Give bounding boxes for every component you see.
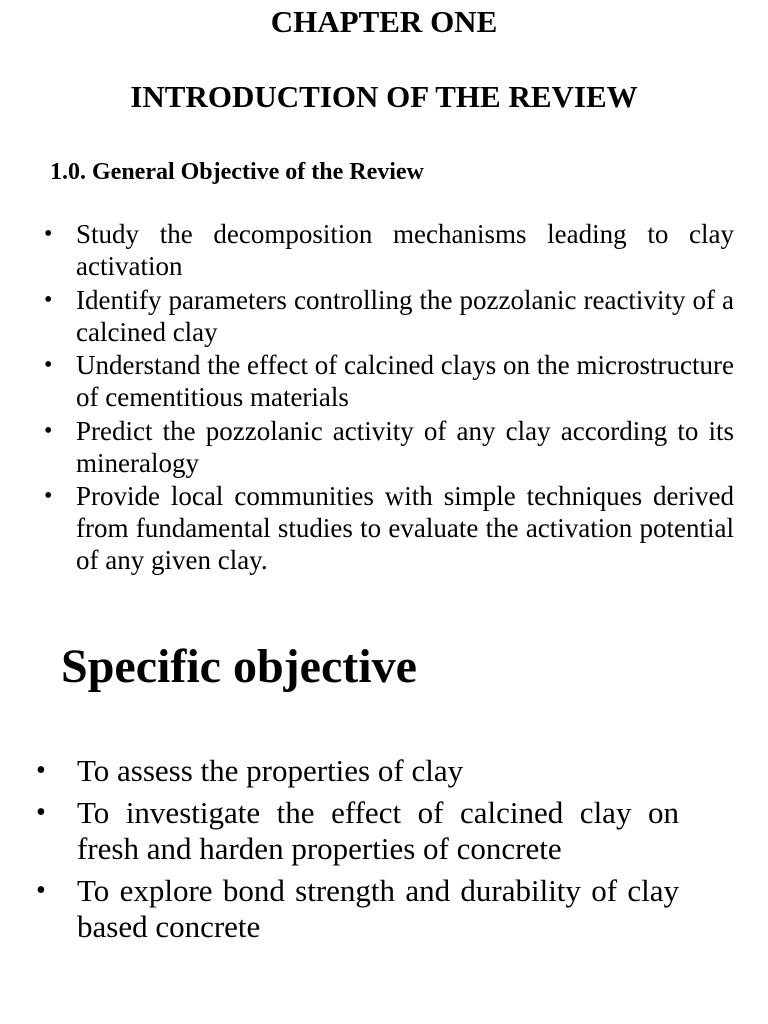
list-item xyxy=(0,795,679,867)
bullet-icon: • xyxy=(44,483,53,509)
specific-objective-heading: Specific objective xyxy=(61,640,417,693)
list-item-text: To assess the properties of clay xyxy=(77,753,464,788)
list-item-text: Understand the effect of calcined clays on the microstructure of cementitious materials xyxy=(76,350,734,412)
list-item xyxy=(0,415,734,479)
list-item xyxy=(0,284,734,348)
list-item-text: To explore bond strength and durability of clay based concrete xyxy=(77,873,679,944)
bullet-icon: • xyxy=(36,755,46,786)
list-item xyxy=(0,480,734,576)
list-item-text: Provide local communities with simple techniques derived from fundamental studies to evaluate the activation potential of any given clay. xyxy=(76,481,734,575)
list-item xyxy=(0,349,734,413)
bullet-icon: • xyxy=(44,352,53,378)
intro-title: INTRODUCTION OF THE REVIEW xyxy=(130,79,638,114)
bullet-icon: • xyxy=(36,797,46,828)
list-item xyxy=(0,753,679,789)
chapter-title: CHAPTER ONE xyxy=(270,4,498,39)
list-item-text: Identify parameters controlling the pozzolanic reactivity of a calcined clay xyxy=(76,284,734,347)
list-item-text: To investigate the effect of calcined clay on fresh and harden properties of concrete xyxy=(77,795,679,866)
bullet-icon: • xyxy=(44,417,53,444)
list-item xyxy=(0,873,679,945)
bullet-icon: • xyxy=(44,286,53,313)
list-item xyxy=(0,218,734,282)
general-objective-list xyxy=(0,218,734,578)
specific-objective-list xyxy=(0,753,679,951)
general-objective-heading: 1.0. General Objective of the Review xyxy=(50,159,424,185)
list-item-text: Study the decomposition mechanisms leading to clay activation xyxy=(76,219,734,281)
bullet-icon: • xyxy=(36,875,46,906)
bullet-icon: • xyxy=(44,221,53,247)
list-item-text: Predict the pozzolanic activity of any clay according to its mineralogy xyxy=(76,415,734,478)
